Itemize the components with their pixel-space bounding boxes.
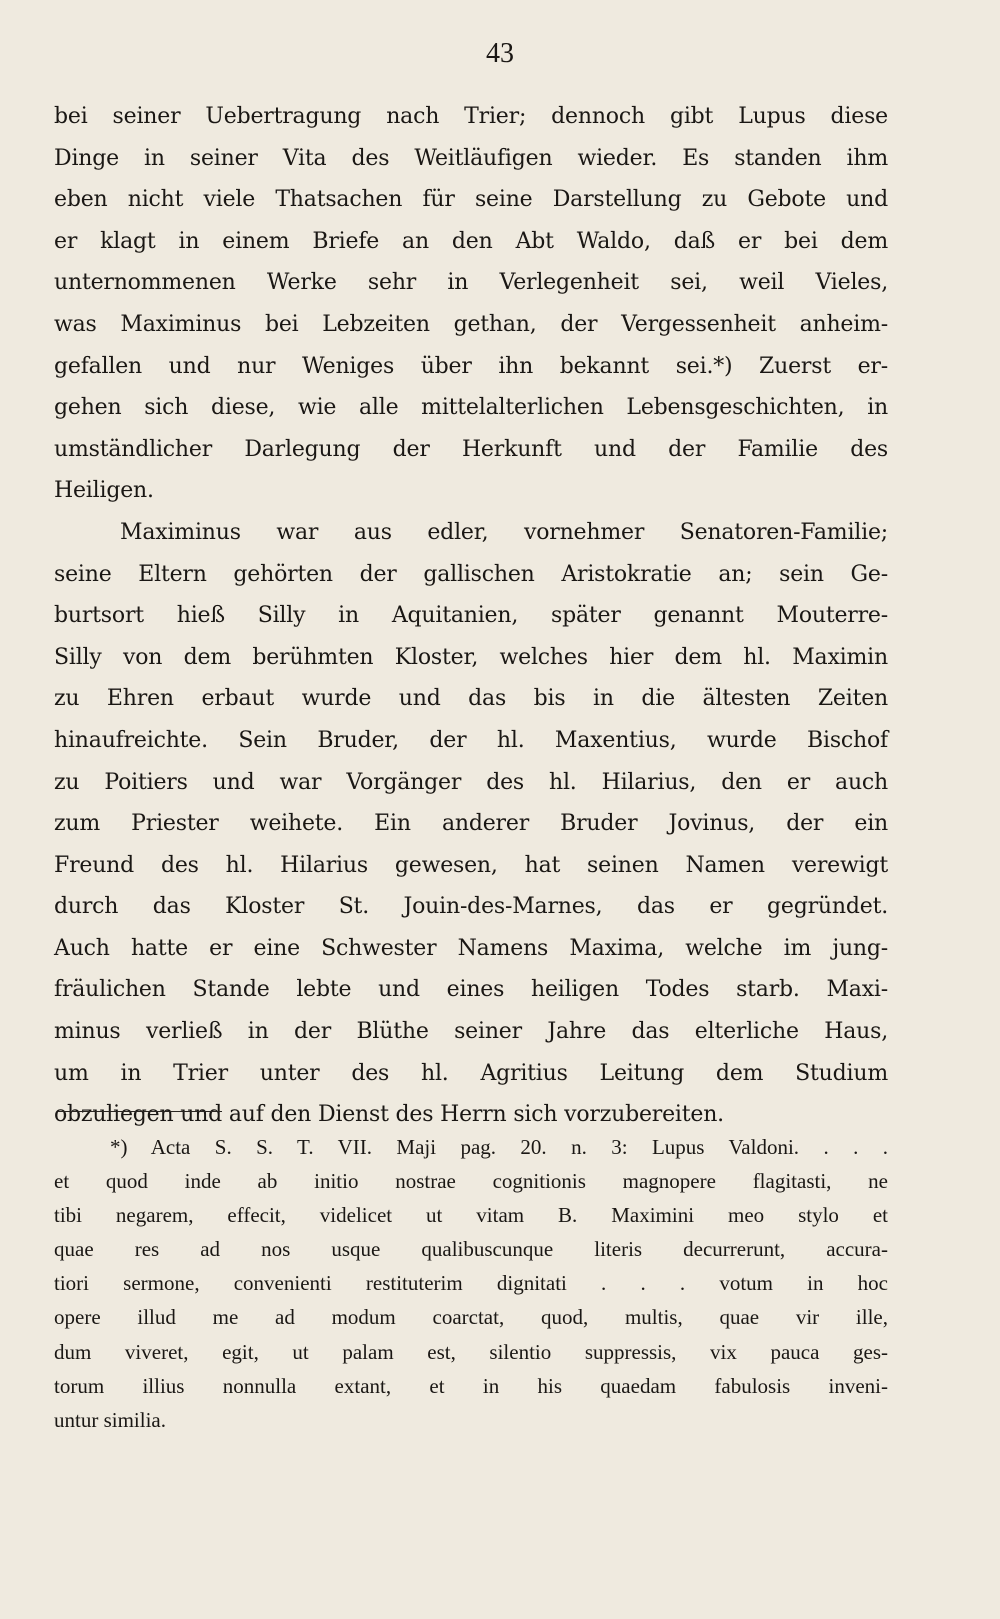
footnote-line: tibi negarem, effecit, videlicet ut vitam B. Maximini meo stylo et <box>54 1203 888 1228</box>
footnote-line: tiori sermone, convenienti restituterim dignitati . . . votum in hoc <box>54 1271 888 1296</box>
text-line: er klagt in einem Briefe an den Abt Waldo, daß er bei dem <box>54 228 888 254</box>
footnote-line: et quod inde ab initio nostrae cognitionis magnopere flagitasti, ne <box>54 1169 888 1194</box>
text-line: obzuliegen und auf den Dienst des Herrn sich vorzubereiten. <box>54 1102 724 1128</box>
footnote-line: torum illius nonnulla extant, et in his quaedam fabulosis inveni- <box>54 1373 888 1398</box>
text-line: Heiligen. <box>54 478 154 504</box>
footnote-line: opere illud me ad modum coarctat, quod, multis, quae vir ille, <box>54 1305 888 1330</box>
footnote-line: dum viveret, egit, ut palam est, silentio suppressis, vix pauca ges- <box>54 1339 888 1364</box>
text-line: eben nicht viele Thatsachen für seine Darstellung zu Gebote und <box>54 187 888 213</box>
text-line: was Maximinus bei Lebzeiten gethan, der Vergessenheit anheim- <box>54 311 888 337</box>
text-line: gehen sich diese, wie alle mittelalterlichen Lebensgeschichten, in <box>54 395 888 421</box>
text-line: hinaufreichte. Sein Bruder, der hl. Maxentius, wurde Bischof <box>54 727 888 753</box>
page-number: 43 <box>486 38 514 69</box>
footnote-line: quae res ad nos usque qualibuscunque literis decurrerunt, accura- <box>54 1237 888 1262</box>
text-line: burtsort hieß Silly in Aquitanien, später genannt Mouterre- <box>54 603 888 629</box>
text-line: durch das Kloster St. Jouin-des-Marnes, das er gegründet. <box>54 894 888 920</box>
text-line: Auch hatte er eine Schwester Namens Maxima, welche im jung- <box>54 935 888 961</box>
footnote-line: untur similia. <box>54 1407 166 1432</box>
text-line: Silly von dem berühmten Kloster, welches hier dem hl. Maximin <box>54 644 888 670</box>
text-line: zu Ehren erbaut wurde und das bis in die ältesten Zeiten <box>54 686 888 712</box>
text-line: zu Poitiers und war Vorgänger des hl. Hilarius, den er auch <box>54 769 888 795</box>
text-line: seine Eltern gehörten der gallischen Aristokratie an; sein Ge- <box>54 561 888 587</box>
footnote <box>54 1130 888 1437</box>
footnote-line: *) Acta S. S. T. VII. Maji pag. 20. n. 3: Lupus Valdoni. . . . <box>110 1135 888 1159</box>
text-line: umständlicher Darlegung der Herkunft und der Familie des <box>54 436 888 462</box>
text-line: um in Trier unter des hl. Agritius Leitung dem Studium <box>54 1060 888 1086</box>
text-line: bei seiner Uebertragung nach Trier; dennoch gibt Lupus diese <box>54 104 888 129</box>
text-line: Maximinus war aus edler, vornehmer Senatoren-Familie; <box>120 519 888 545</box>
text-line: minus verließ in der Blüthe seiner Jahre das elterliche Haus, <box>54 1019 888 1045</box>
text-line: unternommenen Werke sehr in Verlegenheit sei, weil Vieles, <box>54 270 888 296</box>
text-line: zum Priester weihete. Ein anderer Bruder Jovinus, der ein <box>54 811 888 837</box>
text-line: gefallen und nur Weniges über ihn bekannt sei.*) Zuerst er- <box>54 353 888 379</box>
footnote-rule <box>58 1111 222 1112</box>
text-line: Dinge in seiner Vita des Weitläufigen wieder. Es standen ihm <box>54 145 888 171</box>
main-text <box>54 96 888 1136</box>
text-line: fräulichen Stande lebte und eines heiligen Todes starb. Maxi- <box>54 977 888 1003</box>
text-line: Freund des hl. Hilarius gewesen, hat seinen Namen verewigt <box>54 852 888 878</box>
